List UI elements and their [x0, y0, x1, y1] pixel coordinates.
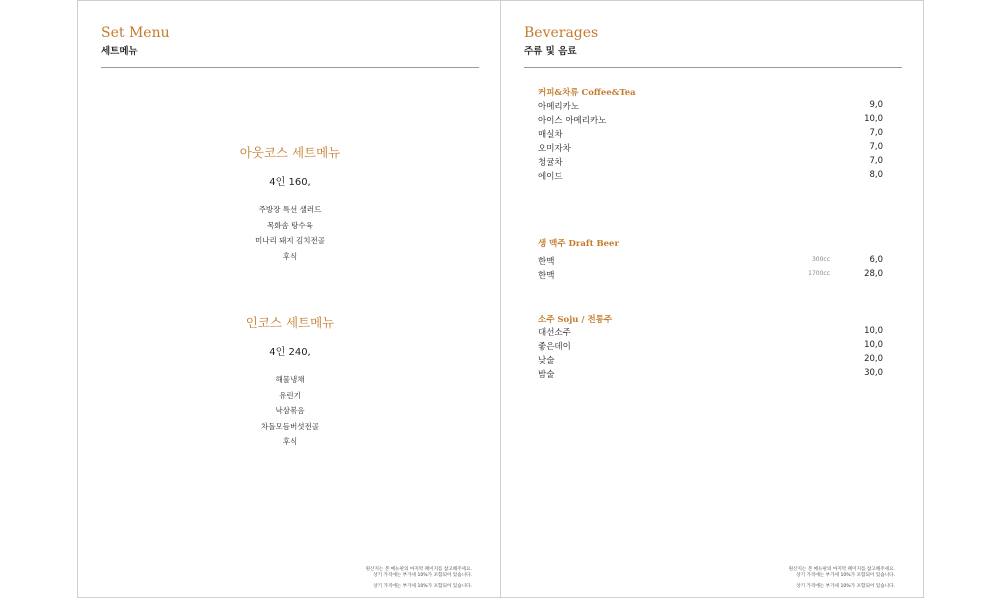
item-volume: 300cc	[811, 256, 830, 263]
course-title: 아웃코스 세트메뉴	[239, 145, 341, 160]
menu-row	[538, 255, 883, 269]
set-course-in	[78, 313, 502, 450]
header-divider	[101, 67, 479, 68]
menu-page-beverages	[500, 0, 924, 598]
item-price: 7,0	[869, 128, 883, 138]
menu-row	[538, 170, 883, 184]
section-title: 커피&차류 Coffee&Tea	[538, 88, 636, 98]
course-item: 미나리 돼지 김치전골	[255, 236, 325, 246]
beverage-section-coffee-tea	[538, 86, 883, 184]
menu-row	[538, 100, 883, 114]
course-item-list	[78, 202, 502, 264]
section-title: 생 맥주 Draft Beer	[538, 239, 619, 249]
page-title: Beverages	[524, 25, 599, 41]
course-item: 후식	[282, 437, 298, 447]
menu-row	[538, 340, 883, 354]
course-item: 주방장 특선 샐러드	[258, 205, 322, 214]
footnote-line: 상기 가격에는 부가세 10%가 포함되어 있습니다.	[796, 584, 895, 589]
item-price: 20,0	[864, 354, 883, 364]
item-name: 낮술	[538, 356, 555, 366]
page-footnote	[695, 567, 895, 590]
item-price: 7,0	[869, 142, 883, 152]
footnote-line: 상기 가격에는 부가세 10%가 포함되어 있습니다.	[373, 573, 472, 578]
course-item: 유린기	[279, 390, 301, 400]
course-price: 4인 240,	[269, 347, 311, 358]
item-name: 매실차	[538, 130, 563, 140]
item-price: 10,0	[864, 326, 883, 336]
menu-row	[538, 156, 883, 170]
set-course-out	[78, 143, 502, 264]
page-subtitle: 주류 및 음료	[524, 46, 577, 57]
item-name: 대선소주	[538, 328, 571, 338]
item-name: 아이스 아메리카노	[538, 116, 607, 126]
item-price: 9,0	[869, 100, 883, 110]
footnote-line: 상기 가격에는 부가세 10%가 포함되어 있습니다.	[796, 573, 895, 578]
item-price: 10,0	[864, 340, 883, 350]
menu-page-set-menu	[77, 0, 501, 598]
course-price: 4인 160,	[269, 177, 311, 188]
item-price: 10,0	[864, 114, 883, 124]
page-footnote	[272, 567, 472, 590]
item-price: 6,0	[869, 255, 883, 265]
page-subtitle: 세트메뉴	[101, 46, 138, 57]
footnote-line: 상기 가격에는 부가세 10%가 포함되어 있습니다.	[373, 584, 472, 589]
item-name: 청귤차	[538, 158, 563, 168]
item-name: 한맥	[538, 257, 555, 267]
item-price: 7,0	[869, 156, 883, 166]
footnote-line: 원산지는 본 메뉴판의 마지막 페이지를 참고해주세요.	[788, 567, 895, 572]
item-name: 에이드	[538, 172, 563, 182]
item-name: 밤술	[538, 370, 555, 380]
item-name: 한맥	[538, 271, 555, 281]
section-title: 소주 Soju / 전통주	[538, 315, 613, 325]
item-name: 아메리카노	[538, 102, 580, 112]
item-name: 오미자차	[538, 144, 571, 154]
course-item: 후식	[282, 251, 298, 261]
course-item: 해물냉채	[275, 375, 305, 384]
menu-row	[538, 114, 883, 128]
item-volume: 1700cc	[808, 270, 830, 277]
course-item: 낙삼볶음	[275, 406, 305, 416]
beverage-section-draft-beer	[538, 237, 883, 283]
menu-row	[538, 326, 883, 340]
item-price: 8,0	[869, 170, 883, 180]
course-item-list	[78, 372, 502, 450]
beverage-section-soju	[538, 313, 883, 382]
menu-row	[538, 269, 883, 283]
footnote-line: 원산지는 본 메뉴판의 마지막 페이지를 참고해주세요.	[365, 567, 472, 572]
page-title: Set Menu	[101, 25, 170, 41]
item-price: 30,0	[864, 368, 883, 378]
header-divider	[524, 67, 902, 68]
course-item: 차돌모듬버섯전골	[261, 421, 319, 431]
item-name: 좋은데이	[538, 342, 571, 352]
course-item: 목화솜 탕수육	[267, 220, 313, 230]
menu-row	[538, 354, 883, 368]
menu-row	[538, 142, 883, 156]
course-title: 인코스 세트메뉴	[245, 315, 335, 330]
menu-row	[538, 128, 883, 142]
item-price: 28,0	[864, 269, 883, 279]
menu-row	[538, 368, 883, 382]
